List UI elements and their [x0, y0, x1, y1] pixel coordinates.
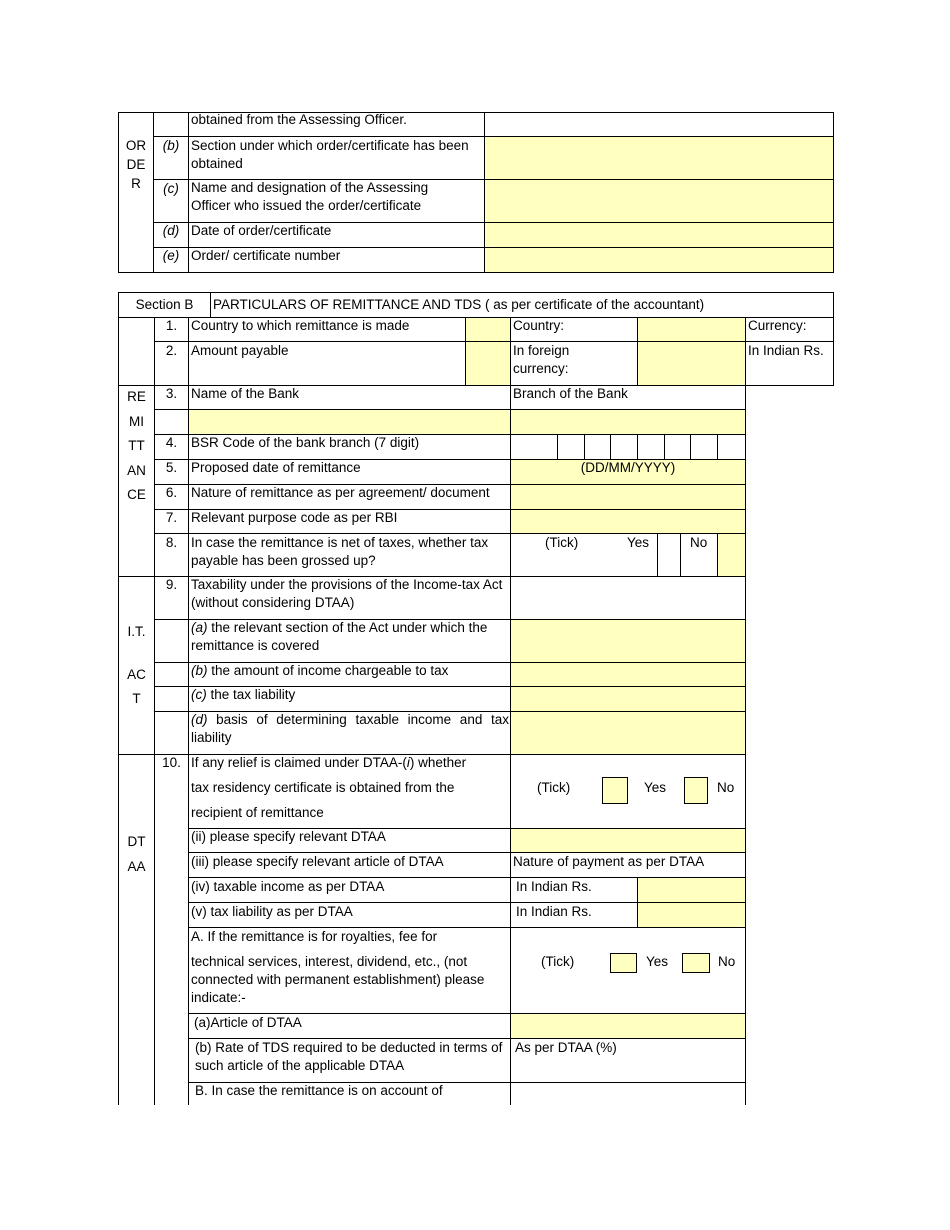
order-e-num: (e) — [162, 248, 180, 263]
r8-no: No — [690, 535, 708, 550]
order-prev-text: obtained from the Assessing Officer. — [191, 112, 407, 127]
royalty-yes-box[interactable] — [610, 953, 637, 973]
branch-label: Branch of the Bank — [513, 386, 628, 401]
country-label: Country: — [513, 318, 565, 333]
r8-tick: (Tick) — [545, 535, 579, 550]
r8-text: In case the remittance is net of taxes, whether tax payable has been grossed up? — [191, 535, 489, 568]
r2-num: 2. — [165, 343, 178, 358]
r7-text: Relevant purpose code as per RBI — [191, 510, 398, 525]
r5-num: 5. — [165, 460, 178, 475]
dtaa-iv-text: (iv) taxable income as per DTAA — [191, 879, 385, 894]
r10-line1: If any relief is claimed under DTAA-(i) whether — [191, 755, 467, 770]
it-b-field[interactable] — [511, 663, 745, 686]
r4-num: 4. — [165, 435, 178, 450]
dtaa-B-text: B. In case the remittance is on account of — [195, 1083, 443, 1098]
dtaa-Ab-text: (b) Rate of TDS required to be deducted in terms of such article of the applicable DTAA — [195, 1040, 503, 1073]
date-format-hint: (DD/MM/YYYY) — [580, 460, 676, 475]
dtaa-A-yes: Yes — [646, 954, 669, 969]
r1-num: 1. — [165, 318, 178, 333]
foreign-amount-field[interactable] — [638, 342, 745, 385]
r10-no: No — [717, 780, 735, 795]
dtaa-Aa-text: (a)Article of DTAA — [194, 1015, 302, 1030]
it-c-field[interactable] — [511, 687, 745, 711]
dtaa-A-no: No — [718, 954, 736, 969]
foreign-currency-label: In foreign currency: — [513, 343, 570, 376]
it-a-field[interactable] — [511, 620, 745, 662]
dtaa-v-text: (v) tax liability as per DTAA — [191, 904, 353, 919]
r10-line3: recipient of remittance — [191, 805, 324, 820]
dtaa-A-tick: (Tick) — [541, 954, 575, 969]
r3-num: 3. — [165, 386, 178, 401]
purpose-code-field[interactable] — [511, 510, 745, 533]
it-a-text: (a) the relevant section of the Act under which the remittance is covered — [191, 620, 488, 653]
r8-yes-box[interactable] — [657, 533, 681, 577]
r6-num: 6. — [165, 485, 178, 500]
bank-name-field[interactable] — [189, 410, 510, 434]
r8-no-box[interactable] — [717, 533, 746, 577]
it-b-text: (b) the amount of income chargeable to tax — [191, 663, 449, 678]
r6-text: Nature of remittance as per agreement/ document — [191, 485, 490, 500]
order-d-num: (d) — [162, 223, 180, 238]
it-d-field[interactable] — [511, 712, 745, 754]
country-field[interactable] — [638, 318, 745, 341]
section-b-label: Section B — [135, 297, 194, 312]
r8-yes: Yes — [627, 535, 650, 550]
dtaa-A-line1: A. If the remittance is for royalties, fee for — [191, 929, 438, 944]
dtaa-A-line2: technical services, interest, dividend, etc., (not connected with permanent establishment) please indicate:- — [191, 954, 485, 1005]
indian-rs-label: In Indian Rs. — [748, 343, 824, 358]
rate-dtaa-label: As per DTAA (%) — [515, 1040, 617, 1055]
remittance-side-label: RE MI TT AN CE — [127, 389, 146, 503]
r10-line2: tax residency certificate is obtained from the — [191, 780, 455, 795]
it-c-text: (c) the tax liability — [191, 687, 296, 702]
order-c-field[interactable] — [485, 180, 833, 222]
r10-yes: Yes — [644, 780, 667, 795]
dtaa-v-field[interactable] — [638, 903, 745, 927]
dtaa-iv-rs: In Indian Rs. — [516, 879, 592, 894]
dtaa-ii-text: (ii) please specify relevant DTAA — [191, 829, 386, 844]
r9-text: Taxability under the provisions of the Income-tax Act (without considering DTAA) — [191, 577, 503, 610]
it-act-side-label: I.T. AC T — [127, 624, 146, 706]
order-c-num: (c) — [163, 181, 179, 196]
order-b-num: (b) — [162, 138, 180, 153]
section-b-title: PARTICULARS OF REMITTANCE AND TDS ( as per certificate of the accountant) — [213, 297, 705, 312]
order-c-text: Name and designation of the Assessing Officer who issued the order/certificate — [191, 180, 429, 213]
r1-text: Country to which remittance is made — [191, 318, 410, 333]
r2-text: Amount payable — [191, 343, 289, 358]
order-b-text: Section under which order/certificate has been obtained — [191, 138, 469, 171]
r5-text: Proposed date of remittance — [191, 460, 361, 475]
order-d-text: Date of order/certificate — [191, 223, 332, 238]
dtaa-iii-text: (iii) please specify relevant article of DTAA — [191, 854, 444, 869]
currency-label: Currency: — [748, 318, 807, 333]
royalty-no-box[interactable] — [682, 953, 710, 973]
it-d-text: (d) basis of determining taxable income and tax liability — [191, 712, 509, 745]
r1-mini-field[interactable] — [466, 318, 510, 341]
r7-num: 7. — [165, 510, 178, 525]
nature-field[interactable] — [511, 485, 745, 509]
dtaa-iv-field[interactable] — [638, 878, 745, 902]
r4-text: BSR Code of the bank branch (7 digit) — [191, 435, 420, 450]
nature-payment-label: Nature of payment as per DTAA — [513, 854, 705, 869]
article-dtaa-field[interactable] — [511, 1014, 745, 1038]
r3-text: Name of the Bank — [191, 386, 300, 401]
order-d-field[interactable] — [485, 223, 833, 247]
order-b-field[interactable] — [485, 137, 833, 179]
trc-no-box[interactable] — [684, 777, 708, 804]
r9-num: 9. — [165, 577, 178, 592]
order-e-field[interactable] — [485, 248, 833, 272]
dtaa-side-label: DT AA — [127, 834, 146, 874]
r10-tick: (Tick) — [537, 780, 571, 795]
order-e-text: Order/ certificate number — [191, 248, 341, 263]
r10-num: 10. — [162, 755, 181, 770]
trc-yes-box[interactable] — [602, 777, 628, 804]
dtaa-ii-field[interactable] — [511, 829, 745, 852]
dtaa-v-rs: In Indian Rs. — [516, 904, 592, 919]
r8-num: 8. — [165, 535, 178, 550]
order-side-label: OR DE R — [125, 138, 147, 191]
branch-field[interactable] — [511, 410, 745, 434]
r2-mini-field[interactable] — [466, 342, 510, 385]
